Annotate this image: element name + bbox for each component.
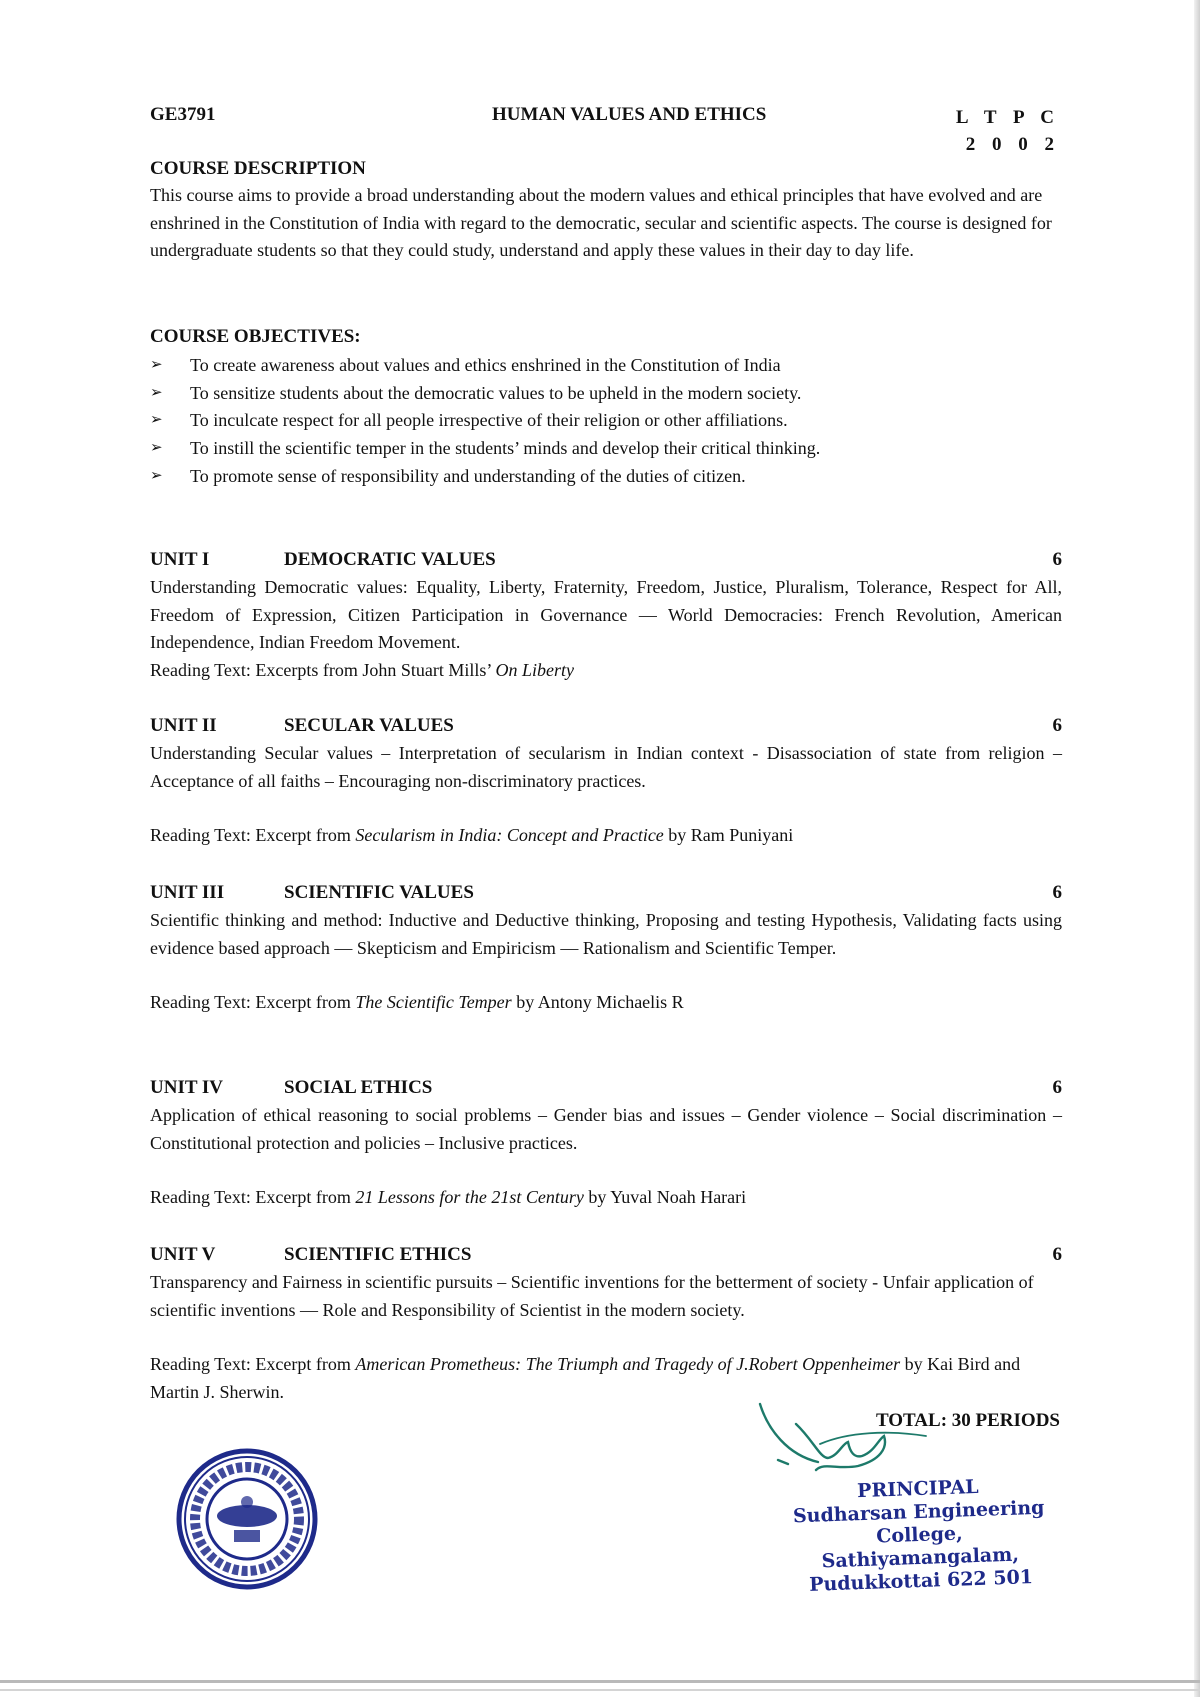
objective-item: ➢ To promote sense of responsibility and understanding of the duties of citizen. xyxy=(150,463,1062,491)
unit-number: UNIT III xyxy=(150,882,225,903)
objective-item: ➢ To instill the scientific temper in the students’ minds and develop their critical thinking. xyxy=(150,435,1062,463)
course-description-heading: COURSE DESCRIPTION xyxy=(150,158,366,179)
arrow-bullet-icon: ➢ xyxy=(150,357,163,373)
reading-text: Reading Text: Excerpt from American Prometheus: The Triumph and Tragedy of J.Robert Oppenheimer by Kai Bird and Martin J. Sherwin. xyxy=(150,1354,1021,1402)
reading-text: Reading Text: Excerpt from Secularism in India: Concept and Practice by Ram Puniyani xyxy=(150,825,794,845)
reading-title: The Scientific Temper xyxy=(355,992,512,1012)
college-seal-icon xyxy=(172,1444,322,1594)
objectives-list xyxy=(150,352,1062,491)
course-objectives-heading: COURSE OBJECTIVES: xyxy=(150,326,361,347)
objective-item: ➢ To inculcate respect for all people irrespective of their religion or other affiliations. xyxy=(150,407,1062,435)
stamp-line-principal: PRINCIPAL xyxy=(856,1475,979,1503)
unit-number: UNIT IV xyxy=(150,1077,224,1098)
stamp-line-college: Sudharsan Engineering College, xyxy=(792,1496,1045,1548)
arrow-bullet-icon: ➢ xyxy=(150,440,163,457)
scan-bottom-edge xyxy=(0,1680,1200,1683)
arrow-bullet-icon: ➢ xyxy=(150,384,163,401)
stamp-line-district: Pudukkottai 622 501 xyxy=(808,1566,1034,1596)
reading-title: American Prometheus: The Triumph and Tragedy of J.Robert Oppenheimer xyxy=(355,1354,901,1374)
unit-hours: 6 xyxy=(1052,882,1062,903)
unit-5-section xyxy=(150,1241,1062,1406)
unit-2-section xyxy=(150,712,1062,850)
unit-hours: 6 xyxy=(1052,1077,1062,1098)
ltpc-block xyxy=(956,104,1060,158)
unit-3-section xyxy=(150,879,1062,1017)
total-periods: TOTAL: 30 PERIODS xyxy=(875,1410,1060,1431)
unit-1-section xyxy=(150,546,1062,684)
objective-item: ➢ To create awareness about values and ethics enshrined in the Constitution of India xyxy=(150,352,1062,380)
objective-item: ➢ To sensitize students about the democratic values to be upheld in the modern society. xyxy=(150,380,1062,408)
reading-text: Reading Text: Excerpt from 21 Lessons for the 21st Century by Yuval Noah Harari xyxy=(150,1187,747,1207)
unit-heading xyxy=(150,546,1062,574)
unit-heading xyxy=(150,1074,1062,1102)
reading-title: On Liberty xyxy=(495,659,575,680)
ltpc-label: L T P C xyxy=(955,107,1060,128)
course-code: GE3791 xyxy=(150,104,216,125)
unit-heading xyxy=(150,1241,1062,1269)
stamp-line-place: Sathiyamangalam, xyxy=(821,1543,1020,1573)
ltpc-values: 2 0 0 2 xyxy=(965,134,1060,155)
page-edge-shadow xyxy=(1194,0,1200,1697)
unit-content: Application of ethical reasoning to social problems – Gender bias and issues – Gender violence – Social discrimination – Constitutional protection and policies – Inclusive practices. xyxy=(150,1105,1062,1153)
arrow-bullet-icon: ➢ xyxy=(150,467,163,484)
unit-heading xyxy=(150,879,1062,907)
principal-stamp xyxy=(750,1472,1089,1599)
unit-4-section xyxy=(150,1074,1062,1212)
reading-text: Reading Text: Excerpt from The Scientific Temper by Antony Michaelis R xyxy=(150,992,684,1012)
arrow-bullet-icon: ➢ xyxy=(150,412,163,429)
unit-title: SOCIAL ETHICS xyxy=(284,1077,433,1098)
unit-number: UNIT V xyxy=(150,1244,216,1265)
unit-hours: 6 xyxy=(1052,715,1062,736)
unit-hours: 6 xyxy=(1052,1244,1062,1265)
unit-hours: 6 xyxy=(1052,549,1062,570)
unit-content: Understanding Democratic values: Equality, Liberty, Fraternity, Freedom, Justice, Pluralism, Tolerance, Respect for All, Freedom of Expression, Citizen Participation in Governance — World Democracies: French Revolution, American Independence, Indian Freedom Movement. xyxy=(150,577,1062,652)
course-description-text: This course aims to provide a broad understanding about the modern values and ethical principles that have evolved and are enshrined in the Constitution of India with regard to the democratic, secular and scientific aspects. The course is designed for undergraduate students so that they could study, understand and apply these values in their day to day life. xyxy=(150,185,1052,260)
reading-title: Secularism in India: Concept and Practice xyxy=(355,825,664,845)
reading-text: Reading Text: Excerpts from John Stuart Mills’ On Liberty xyxy=(150,659,575,680)
course-objectives-section xyxy=(150,326,1062,491)
unit-content: Scientific thinking and method: Inductive and Deductive thinking, Proposing and testing Hypothesis, Validating facts using evidence based approach — Skepticism and Empiricism — Rationalism and Scientific Temper. xyxy=(150,910,1062,958)
unit-number: UNIT II xyxy=(150,715,217,736)
unit-title: SCIENTIFIC VALUES xyxy=(284,882,474,903)
unit-content: Understanding Secular values – Interpretation of secularism in Indian context - Disassociation of state from religion – Acceptance of all faiths – Encouraging non-discriminatory practices. xyxy=(150,743,1062,791)
course-description-section xyxy=(150,158,1062,265)
unit-title: DEMOCRATIC VALUES xyxy=(284,549,496,570)
unit-title: SCIENTIFIC ETHICS xyxy=(284,1244,472,1265)
unit-content: Transparency and Fairness in scientific pursuits – Scientific inventions for the betterment of society - Unfair application of scientific inventions — Role and Responsibility of Scientist in the modern society. xyxy=(150,1272,1034,1320)
scan-bottom-edge xyxy=(0,1689,1200,1691)
unit-number: UNIT I xyxy=(150,549,210,570)
reading-title: 21 Lessons for the 21st Century xyxy=(355,1187,584,1207)
unit-title: SECULAR VALUES xyxy=(284,715,454,736)
unit-heading xyxy=(150,712,1062,740)
course-title: HUMAN VALUES AND ETHICS xyxy=(492,104,767,125)
